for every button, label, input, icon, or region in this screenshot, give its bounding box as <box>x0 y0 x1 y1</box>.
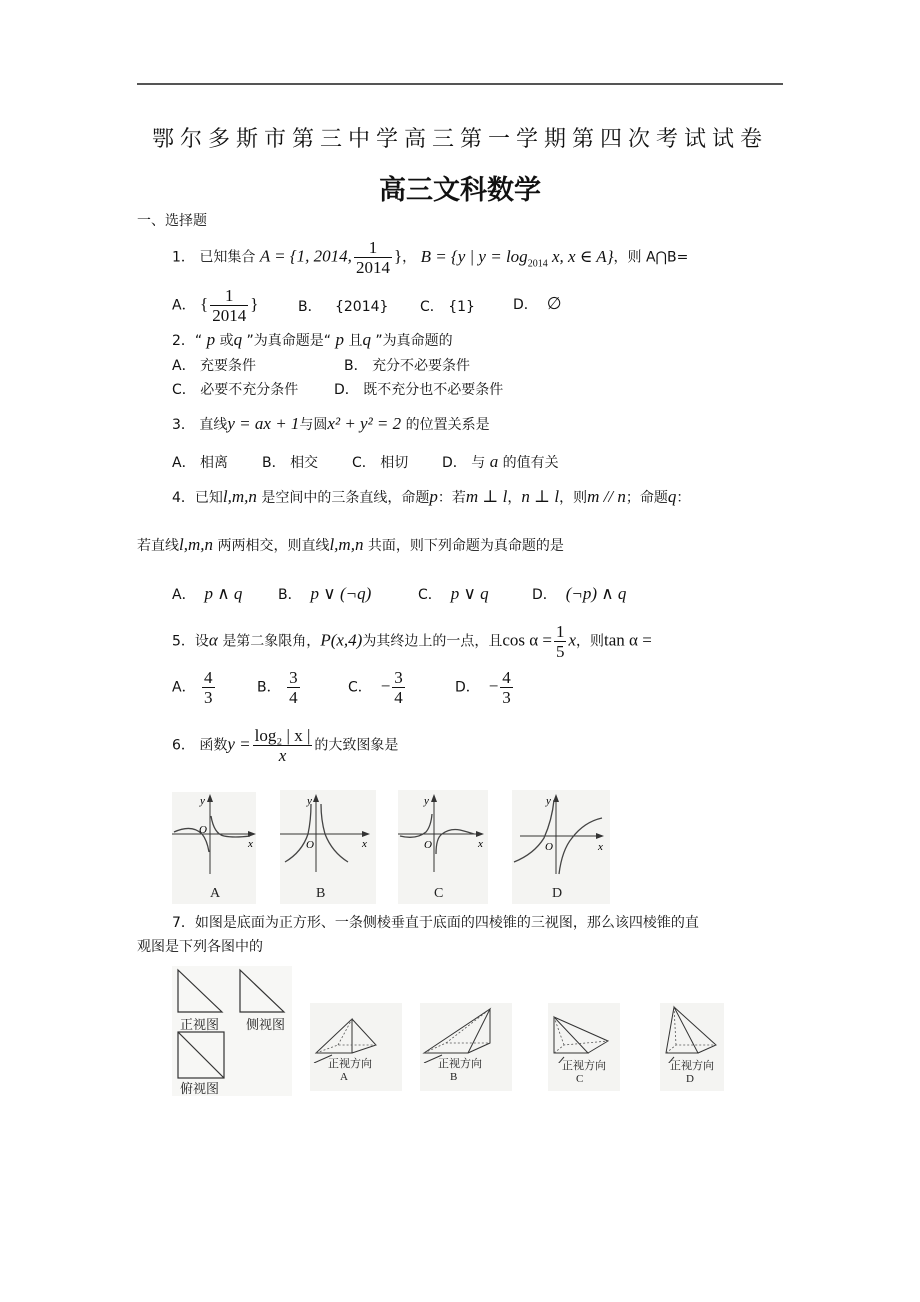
graph-c[interactable] <box>398 790 488 904</box>
pyramid-b-label: B <box>450 1071 458 1083</box>
graph-d[interactable] <box>512 790 610 904</box>
svg-text:O: O <box>199 824 207 836</box>
subject-title: 高三文科数学 <box>379 175 541 206</box>
top-view-label: 俯视图 <box>180 1081 220 1096</box>
question-6-stem: 6． 函数y = $\frac{\text{log₂ | x |}}{x}$ 的大致图象是 <box>172 726 399 765</box>
option-2b[interactable]: B． 充分不必要条件 <box>344 358 471 374</box>
option-1b[interactable]: B． {2014} <box>298 299 389 315</box>
front-view-label: 正视图 <box>180 1017 220 1032</box>
section-heading: 一、选择题 <box>137 213 207 229</box>
svg-text:x: x <box>478 838 483 850</box>
option-5d[interactable]: D． − $\frac{4}{3}$ <box>455 668 511 707</box>
set-a-fraction: $\frac{1}{2014}$ <box>355 238 390 277</box>
graph-a-plot <box>172 792 256 882</box>
svg-text:x: x <box>362 838 367 850</box>
option-3b[interactable]: B． 相交 <box>262 455 319 471</box>
graph-a-label: A <box>210 886 221 901</box>
direction-label-d: 正视方向 <box>670 1060 714 1072</box>
question-2-stem: 2．“ p 或q ”为真命题是“ p 且q ”为真命题的 <box>172 330 453 349</box>
pyramid-b[interactable] <box>420 1003 512 1091</box>
graph-b-label: B <box>316 886 326 901</box>
pyramid-d-drawing <box>660 1003 724 1063</box>
svg-text:y: y <box>307 795 312 807</box>
graph-b[interactable] <box>280 790 376 904</box>
pyramid-c-label: C <box>576 1073 584 1085</box>
option-4c[interactable]: C． p ∨ q <box>418 584 489 603</box>
svg-text:y: y <box>546 795 551 807</box>
set-a: A = {1, 2014, <box>259 246 352 266</box>
separator: ， <box>402 249 417 266</box>
graph-d-plot <box>512 790 610 882</box>
svg-text:x: x <box>248 838 253 850</box>
graph-d-label: D <box>552 886 563 901</box>
set-a-close: } <box>393 246 403 266</box>
svg-text:O: O <box>545 841 553 853</box>
graph-c-label: C <box>434 886 444 901</box>
pyramid-b-drawing <box>420 1003 512 1063</box>
option-5a[interactable]: A． $\frac{4}{3}$ <box>172 668 213 707</box>
pyramid-c[interactable] <box>548 1003 620 1091</box>
pyramid-d-label: D <box>686 1073 694 1085</box>
direction-label-c: 正视方向 <box>562 1060 606 1072</box>
option-5c[interactable]: C． − $\frac{3}{4}$ <box>348 668 403 707</box>
question-7-line-1: 7．如图是底面为正方形、一条侧棱垂直于底面的四棱锥的三视图，那么该四棱锥的直 <box>172 915 699 931</box>
option-3a[interactable]: A． 相离 <box>172 455 229 471</box>
option-4b[interactable]: B． p ∨ (¬q) <box>278 584 372 603</box>
question-7-line-2: 观图是下列各图中的 <box>137 939 263 955</box>
direction-label-a: 正视方向 <box>328 1058 372 1070</box>
graph-b-plot <box>280 790 376 882</box>
side-view-label: 侧视图 <box>246 1017 286 1032</box>
option-2c[interactable]: C． 必要不充分条件 <box>172 382 299 398</box>
three-views <box>172 966 292 1096</box>
school-title: 鄂尔多斯市第三中学高三第一学期第四次考试试卷 <box>151 127 768 152</box>
option-5b[interactable]: B． $\frac{3}{4}$ <box>257 668 298 707</box>
stem-suffix: ，则 A⋂B= <box>613 249 689 266</box>
question-1-stem <box>172 238 688 277</box>
svg-text:O: O <box>306 839 314 851</box>
option-3c[interactable]: C． 相切 <box>352 455 409 471</box>
option-2d[interactable]: D． 既不充分也不必要条件 <box>334 382 504 398</box>
question-3-stem: 3． 直线y = ax + 1与圆x² + y² = 2 的位置关系是 <box>172 414 490 433</box>
graph-a[interactable] <box>172 792 256 904</box>
direction-label-b: 正视方向 <box>438 1058 482 1070</box>
pyramid-a-drawing <box>310 1003 402 1063</box>
header-rule <box>137 83 783 85</box>
option-4a[interactable]: A． p ∧ q <box>172 584 243 603</box>
svg-text:x: x <box>598 841 603 853</box>
stem-text: 已知集合 <box>199 249 256 266</box>
option-1a[interactable]: A． { $\frac{1}{2014}$ } <box>172 286 259 325</box>
option-1c[interactable]: C． {1} <box>420 299 475 315</box>
svg-text:y: y <box>200 795 205 807</box>
svg-text:O: O <box>424 839 432 851</box>
pyramid-c-drawing <box>548 1003 620 1063</box>
question-5-stem: 5．设α 是第二象限角，P(x,4)为其终边上的一点，且cos α = $\frac{1}{5}$ x，则tan α = <box>172 622 652 661</box>
question-4-line-2: 若直线l,m,n 两两相交，则直线l,m,n 共面，则下列命题为真命题的是 <box>137 535 564 554</box>
option-1d[interactable]: D． ∅ <box>513 294 562 313</box>
graph-c-plot <box>398 790 488 882</box>
set-b: B = {y | $y = \log_{2014} x$, x ∈ A} <box>420 246 614 269</box>
option-2a[interactable]: A． 充要条件 <box>172 358 257 374</box>
option-3d[interactable]: D． 与 a 的值有关 <box>442 452 559 471</box>
option-4d[interactable]: D． (¬p) ∧ q <box>532 584 627 603</box>
pyramid-a-label: A <box>340 1071 348 1083</box>
question-number: 1． <box>172 249 195 266</box>
pyramid-d[interactable] <box>660 1003 724 1091</box>
question-4-line-1: 4．已知l,m,n 是空间中的三条直线，命题p：若m ⊥ l，n ⊥ l，则m // n；命题q： <box>172 487 691 506</box>
pyramid-a[interactable] <box>310 1003 402 1091</box>
svg-text:y: y <box>424 795 429 807</box>
